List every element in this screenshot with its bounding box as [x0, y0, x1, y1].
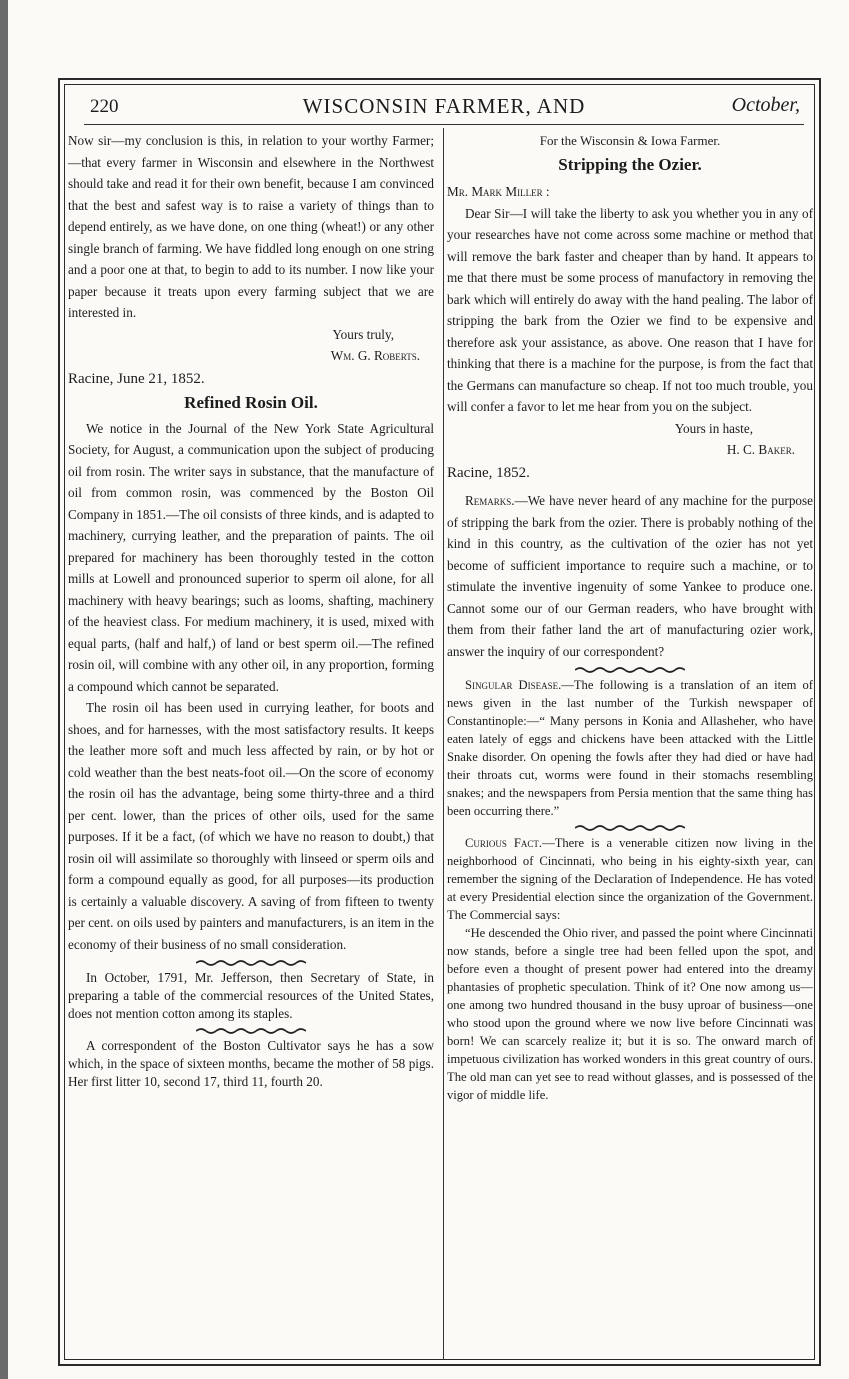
letter-signature: Wm. G. Roberts. — [330, 348, 420, 363]
letter-date-right: Racine, 1852. — [447, 464, 530, 481]
item-singular-disease — [447, 676, 813, 820]
right-column — [447, 130, 813, 1104]
fact-text: —There is a venerable citizen now living in the neighborhood of Cincinnati, who being in his eighty-sixth year, can remember the signing of the Declaration of Independence. He has voted at every Presidential election since the organization of the Government. The Commercial says: — [447, 836, 813, 922]
section-separator-ornament — [575, 666, 685, 674]
item-jefferson: In October, 1791, Mr. Jefferson, then Secretary of State, in preparing a table of the commercial resources of the United States, does not mention cotton among its staples. — [68, 970, 434, 1021]
section-separator-ornament — [196, 959, 306, 967]
article-rosin-paragraph-2: The rosin oil has been used in currying leather, for boots and shoes, and for harnesses, with the most satisfactory results. It keeps the leather more soft and much less affected by rain, or by hot or cold weather than the best neats-foot oil.—On the score of economy the rosin oil has the advantage, being some thirty-three and a third per cent. lower, than the prices of other oils, used for the same purposes. If it be a fact, (of which we have no reason to doubt,) that rosin oil will assimilate so thoroughly with linseed or sperm oils and form a compound equally as good, for all purposes—its production is certainly a valuable discovery. A saving of from fifteen to twenty per cent. on oils used by painters and manufacturers, is an item in the economy of their business of no small consideration. — [68, 700, 434, 952]
item-curious-fact — [447, 834, 813, 924]
item-sow: A correspondent of the Boston Cultivator says he has a sow which, in the space of sixteen months, became the mother of 58 pigs. Her first litter 10, second 17, third 11, fourth 20. — [68, 1038, 434, 1089]
journal-title: WISCONSIN FARMER, AND — [302, 94, 586, 118]
section-separator-ornament — [575, 824, 685, 832]
page-number: 220 — [90, 96, 119, 117]
letter-date: Racine, June 21, 1852. — [68, 370, 205, 387]
section-separator-ornament — [196, 1027, 306, 1035]
letter-body: Now sir—my conclusion is this, in relation to your worthy Farmer;—that every farmer in Wisconsin and elsewhere in the Northwest should take and read it for their own benefit, because I am convinced that the best and safest way is to raise a variety of things than to depend entirely, as we have done, on one thing (wheat!) or any other single branch of farming. We have fiddled long enough on one string and a poor one at that, to begin to add to its number. I now like your paper because it treats upon every farming subject that we are interested in. — [68, 133, 434, 320]
article-byline: For the Wisconsin & Iowa Farmer. — [539, 133, 721, 148]
remarks-text: —We have never heard of any machine for the purpose of stripping the bark from the ozier. There is probably nothing of the kind in this country, as the cultivation of the ozier has not yet become of sufficient importance to require such a machine, or to stimulate the inventive ingenuity of some Yankee to produce one. Cannot some our of our German readers, who have brought with them from their father land the art of manufacturing ozier work, answer the inquiry of our correspondent? — [447, 493, 813, 659]
disease-text: —The following is a translation of an item of news given in the last number of the Turkish newspaper of Constantinople:—“ Many persons in Konia and Allasheher, who have eaten lately of eggs and chickens have been attacked with the Little Snake disorder. On opening the fowls after they had died or have had their throats cut, worms were found in their stomachs resembling snakes; and the newspapers from Persia mention that the same thing has been occurring there.” — [447, 678, 813, 818]
remarks-lead: Remarks. — [465, 493, 515, 508]
letter-salutation: Mr. Mark Miller : — [447, 184, 550, 199]
letter-signature-right: H. C. Baker. — [726, 442, 795, 457]
editorial-remarks — [447, 490, 813, 662]
fact-lead: Curious Fact. — [465, 836, 543, 850]
article-heading-ozier: Stripping the Ozier. — [558, 154, 702, 174]
page-header — [84, 92, 804, 125]
binding-edge — [0, 0, 8, 1379]
letter-closing: Yours truly, — [332, 326, 394, 342]
item-curious-fact-quote: “He descended the Ohio river, and passed the point where Cincinnati now stands, before a single tree had been felled upon the spot, and before even a thought of present power had entered into the dreamy phantasies of prophetic speculation. Think of it? One now among us—one among two hundred thousand in the busy uproar of business—one who stood upon the ground where we now live before Cincinnati was born! We can scarcely realize it; but it is so. The onward march of impetuous civilization has worked wonders in this great country of ours. The old man can yet see to read without glasses, and is possessed of the vigor of middle life. — [447, 926, 813, 1102]
left-column — [68, 130, 434, 1091]
article-heading-rosin: Refined Rosin Oil. — [184, 393, 318, 412]
disease-lead: Singular Disease. — [465, 678, 562, 692]
column-divider — [443, 128, 444, 1360]
letter-closing-right: Yours in haste, — [674, 420, 753, 436]
article-rosin-paragraph-1: We notice in the Journal of the New York State Agricultural Society, for August, a communication upon the subject of producing oil from rosin. The writer says in substance, that the manufacture of oil from common rosin, was commenced by the Boston Oil Company in 1851.—The oil consists of three kinds, and is adapted to machinery, currying leather, and the preparation of paints. The oil prepared for machinery has been thoroughly tested in the cotton mills at Lowell and pronounced superior to sperm oil alone, for all machinery with heavy bearings; such as looms, shafting, machinery of the heaviest class. For medium machinery, it is used, mixed with equal parts, (half and half,) of land or best sperm oil.—The refined rosin oil, will combine with any other oil, in any proportion, forming a compound which cannot be separated. — [68, 420, 434, 694]
issue-month: October, — [731, 94, 800, 116]
article-ozier-letter: Dear Sir—I will take the liberty to ask you whether you in any of your researches have not come across some machine or method that will remove the bark faster and cheaper than by hand. It appears to me that there must be some process of manufactory in removing the bark which will entirely do away with the hand pealing. The labor of stripping the bark from the Ozier we find to be expensive and therefore ask your assistance, as above. One reason that I have for thinking that there is a machine for the purpose, is from the fact that the Germans can manufacture so cheap. If not too much trouble, you will confer a favor to let me hear from you on the subject. — [447, 205, 813, 414]
